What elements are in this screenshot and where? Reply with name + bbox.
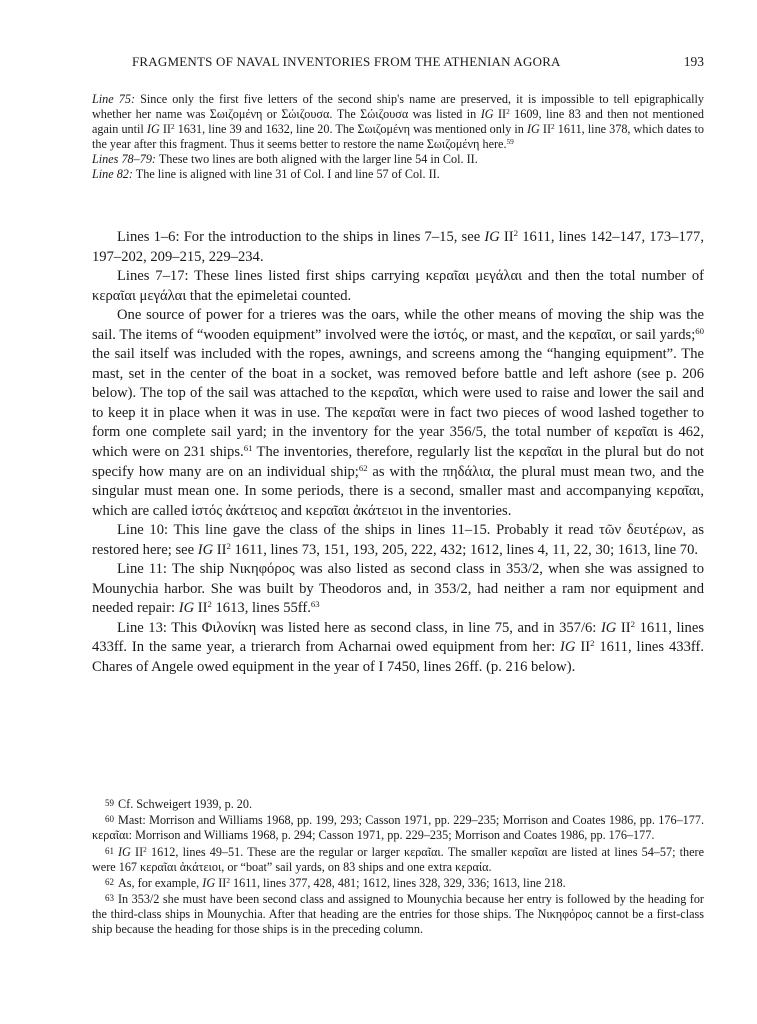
- line-note: [92, 167, 704, 182]
- line-note: [92, 92, 704, 152]
- footnote-number: 63: [105, 893, 114, 904]
- footnote: [92, 891, 704, 937]
- footnote-number: 61: [105, 845, 114, 856]
- footnote: [92, 844, 704, 875]
- line-note-lead: Line 75:: [92, 92, 136, 106]
- running-title: FRAGMENTS OF NAVAL INVENTORIES FROM THE ATHENIAN AGORA: [132, 54, 561, 69]
- body-paragraph: Line 10: This line gave the class of the ships in lines 11–15. Probably it read τῶν δευτέρων, as restored here; see IG $II^2$ 1611, lines 73, 151, 193, 205, 222, 432; 1612, lines 4, 11, 22, 30; 1613, line 70.: [92, 522, 704, 558]
- line-notes: [92, 92, 704, 182]
- body-paragraph: Lines 1–6: For the introduction to the ships in lines 7–15, see IG $II^2$ 1611, lines 142–147, 173–177, 197–202, 209–215, 229–234.: [92, 228, 704, 265]
- page-header: [92, 54, 704, 74]
- line-note-text: Since only the first five letters of the second ship's name are preserved, it is impossible to tell epigraphically whether her name was Σωιζομένη or Σώιζουσα. The Σώιζουσα was listed in IG $II^2$ 1609, line 83 and then not mentioned again until IG $II^2$ 1631, line 39 and 1632, line 20. The Σωιζομένη was mentioned only in IG $II^2$ 1611, line 378, which dates to the year after this fragment. Thus it seems better to restore the name Σωιζομένη here.$^{59}$: [92, 92, 705, 151]
- footnote-text: IG $II^2$ 1612, lines 49–51. These are the regular or larger κεραῖαι. The smaller κεραῖαι are listed at lines 54–57; there were 167 κεραῖαι ἀκάτειοι, or “boat” sail yards, on 83 ships and one extra κεραία.: [92, 844, 704, 874]
- body-paragraph: Line 13: This Φιλονίκη was listed here as second class, in line 75, and in 357/6: IG $II^2$ 1611, lines 433ff. In the same year, a trierarch from Acharnai owed equipment from her: IG $II^2$ 1611, lines 433ff. Chares of Angele owed equipment in the year of I 7450, lines 26ff. (p. 216 below).: [92, 619, 705, 676]
- footnote: [92, 812, 704, 843]
- footnotes: [92, 796, 704, 937]
- body-paragraph: Line 11: The ship Νικηφόρος was also listed as second class in 353/2, when she was assigned to Mounychia harbor. She was built by Theodoros and, in 353/2, had neither a ram nor equipment and needed repair: IG $II^2$ 1613, lines 55ff.$^{63}$: [92, 561, 704, 617]
- line-note-text: These two lines are both aligned with the larger line 54 in Col. II.: [158, 152, 478, 166]
- footnote: [92, 796, 704, 812]
- page-number: 193: [683, 54, 704, 69]
- line-note-lead: Lines 78–79:: [92, 152, 156, 166]
- footnote-text: As, for example, IG $II^2$ 1611, lines 377, 428, 481; 1612, lines 328, 329, 336; 1613, line 218.: [118, 875, 566, 890]
- footnote-number: 59: [105, 798, 114, 808]
- footnote-text: In 353/2 she must have been second class and assigned to Mounychia because her entry is followed by the heading for the third-class ships in Mounychia. After that heading are the entries for those ships. The Νικηφόρος cannot be a first-class ship because the heading for those ships is in the preceding column.: [92, 892, 704, 937]
- footnote-text: Cf. Schweigert 1939, p. 20.: [118, 797, 253, 811]
- body-paragraph: Lines 7–17: These lines listed first ships carrying κεραῖαι μεγάλαι and then the total number of κεραῖαι μεγάλαι that the epimeletai counted.: [92, 268, 704, 304]
- footnote-number: 62: [105, 876, 114, 887]
- body-paragraph: One source of power for a trieres was the oars, while the other means of moving the ship was the sail. The items of “wooden equipment” involved were the ἱστός, or mast, and the κεραῖαι, or sail yards;$^{60}$ the sail itself was included with the ropes, awnings, and screens among the “hanging equipment”. The mast, set in the center of the boat in a socket, was removed before battle and left ashore (see p. 206 below). The top of the sail was attached to the κεραῖαι, which were used to raise and lower the sail and to keep it in place when it was in use. The κεραῖαι were in fact two pieces of wood lashed together to form one complete sail yard; in the inventory for the year 356/5, the total number of κεραῖαι is 462, which were on 231 ships.$^{61}$ The inventories, therefore, regularly list the κεραῖαι in the plural but do not specify how many are on an individual ship;$^{62}$ as with the πηδάλια, the plural must mean two, and the singular must mean one. In some periods, there is a second, smaller mast and accompanying κεραῖαι, which are called ἱστός ἀκάτειος and κεραῖαι ἀκάτειοι in the inventories.: [92, 307, 705, 519]
- line-note-text: The line is aligned with line 31 of Col. I and line 57 of Col. II.: [135, 167, 440, 181]
- footnote-number: 60: [105, 814, 114, 825]
- line-note: [92, 152, 704, 167]
- footnote-text: Mast: Morrison and Williams 1968, pp. 199, 293; Casson 1971, pp. 229–235; Morrison and Coates 1986, pp. 176–177. κεραῖαι: Morrison and Williams 1968, p. 294; Casson 1971, pp. 229–235; Morrison and Coates 1986, pp. 176–177.: [92, 813, 704, 843]
- commentary-body: [92, 228, 704, 678]
- footnote: [92, 875, 704, 891]
- line-note-lead: Line 82:: [92, 167, 133, 181]
